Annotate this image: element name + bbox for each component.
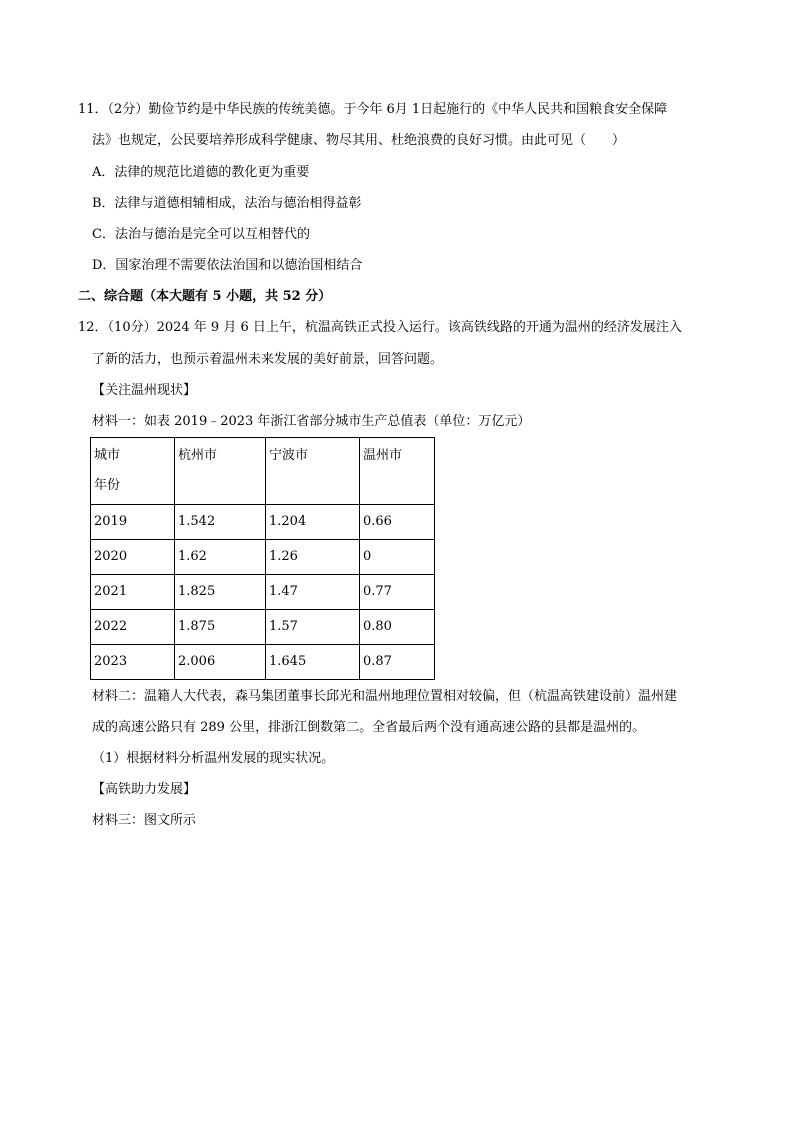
header-city-ningbo: 宁波市: [266, 438, 360, 505]
table-row: [91, 645, 435, 680]
table-header-row: [91, 438, 435, 505]
value-cell: 0.80: [360, 610, 435, 645]
year-cell: 2021: [91, 575, 175, 610]
value-cell: 1.57: [266, 610, 360, 645]
q11-option-b: B．法律与道德相辅相成，法治与德治相得益彰: [92, 196, 362, 211]
sub-question-1: （1）根据材料分析温州发展的现实状况。: [92, 751, 335, 766]
section-heading: 二、综合题（本大题有 5 小题，共 52 分）: [78, 289, 332, 304]
q12-stem-line1: 12．（10分）2024 年 9 月 6 日上午，杭温高铁正式投入运行。该高铁线路的开通为温州的经济发展注入: [78, 320, 682, 335]
year-cell: 2019: [91, 505, 175, 540]
header-city-hangzhou: 杭州市: [175, 438, 266, 505]
value-cell: 0.77: [360, 575, 435, 610]
table-row: [91, 610, 435, 645]
value-cell: 0.87: [360, 645, 435, 680]
header-year-label: 年份: [94, 478, 121, 493]
value-cell: 0: [360, 540, 435, 575]
q11-stem-line2: 法》也规定，公民要培养形成科学健康、物尽其用、杜绝浪费的良好习惯。由此可见（ ）: [92, 133, 626, 148]
header-city-wenzhou: 温州市: [360, 438, 435, 505]
value-cell: 2.006: [175, 645, 266, 680]
value-cell: 0.66: [360, 505, 435, 540]
gdp-table: [90, 437, 435, 680]
table-row: [91, 575, 435, 610]
material2-line2: 成的高速公路只有 289 公里，排浙江倒数第二。全省最后两个没有通高速公路的县都是温州的。: [92, 720, 646, 735]
value-cell: 1.62: [175, 540, 266, 575]
q11-stem-line1: 11．（2分）勤俭节约是中华民族的传统美德。于今年 6月 1日起施行的《中华人民共和国粮食安全保障: [78, 102, 668, 117]
table-row: [91, 540, 435, 575]
value-cell: 1.875: [175, 610, 266, 645]
material3-caption: 材料三：图文所示: [92, 813, 197, 828]
material2-line1: 材料二：温籍人大代表，森马集团董事长邱光和温州地理位置相对较偏，但（杭温高铁建设前）温州建: [92, 689, 678, 704]
q11-option-a: A．法律的规范比道德的教化更为重要: [92, 165, 310, 180]
value-cell: 1.47: [266, 575, 360, 610]
value-cell: 1.26: [266, 540, 360, 575]
value-cell: 1.204: [266, 505, 360, 540]
heading-wenzhou-status: 【关注温州现状】: [92, 383, 197, 398]
value-cell: 1.645: [266, 645, 360, 680]
q11-option-d: D．国家治理不需要依法治国和以德治国相结合: [92, 258, 363, 273]
material1-caption: 材料一：如表 2019﹣2023 年浙江省部分城市生产总值表（单位：万亿元）: [92, 414, 531, 429]
year-cell: 2023: [91, 645, 175, 680]
value-cell: 1.542: [175, 505, 266, 540]
table-corner-cell: [91, 438, 175, 505]
heading-high-speed-rail: 【高铁助力发展】: [92, 782, 197, 797]
year-cell: 2022: [91, 610, 175, 645]
q12-stem-line2: 了新的活力，也预示着温州未来发展的美好前景，回答问题。: [92, 352, 444, 367]
q11-option-c: C．法治与德治是完全可以互相替代的: [92, 227, 310, 242]
value-cell: 1.825: [175, 575, 266, 610]
header-city-label: 城市: [94, 448, 121, 463]
year-cell: 2020: [91, 540, 175, 575]
table-row: [91, 505, 435, 540]
